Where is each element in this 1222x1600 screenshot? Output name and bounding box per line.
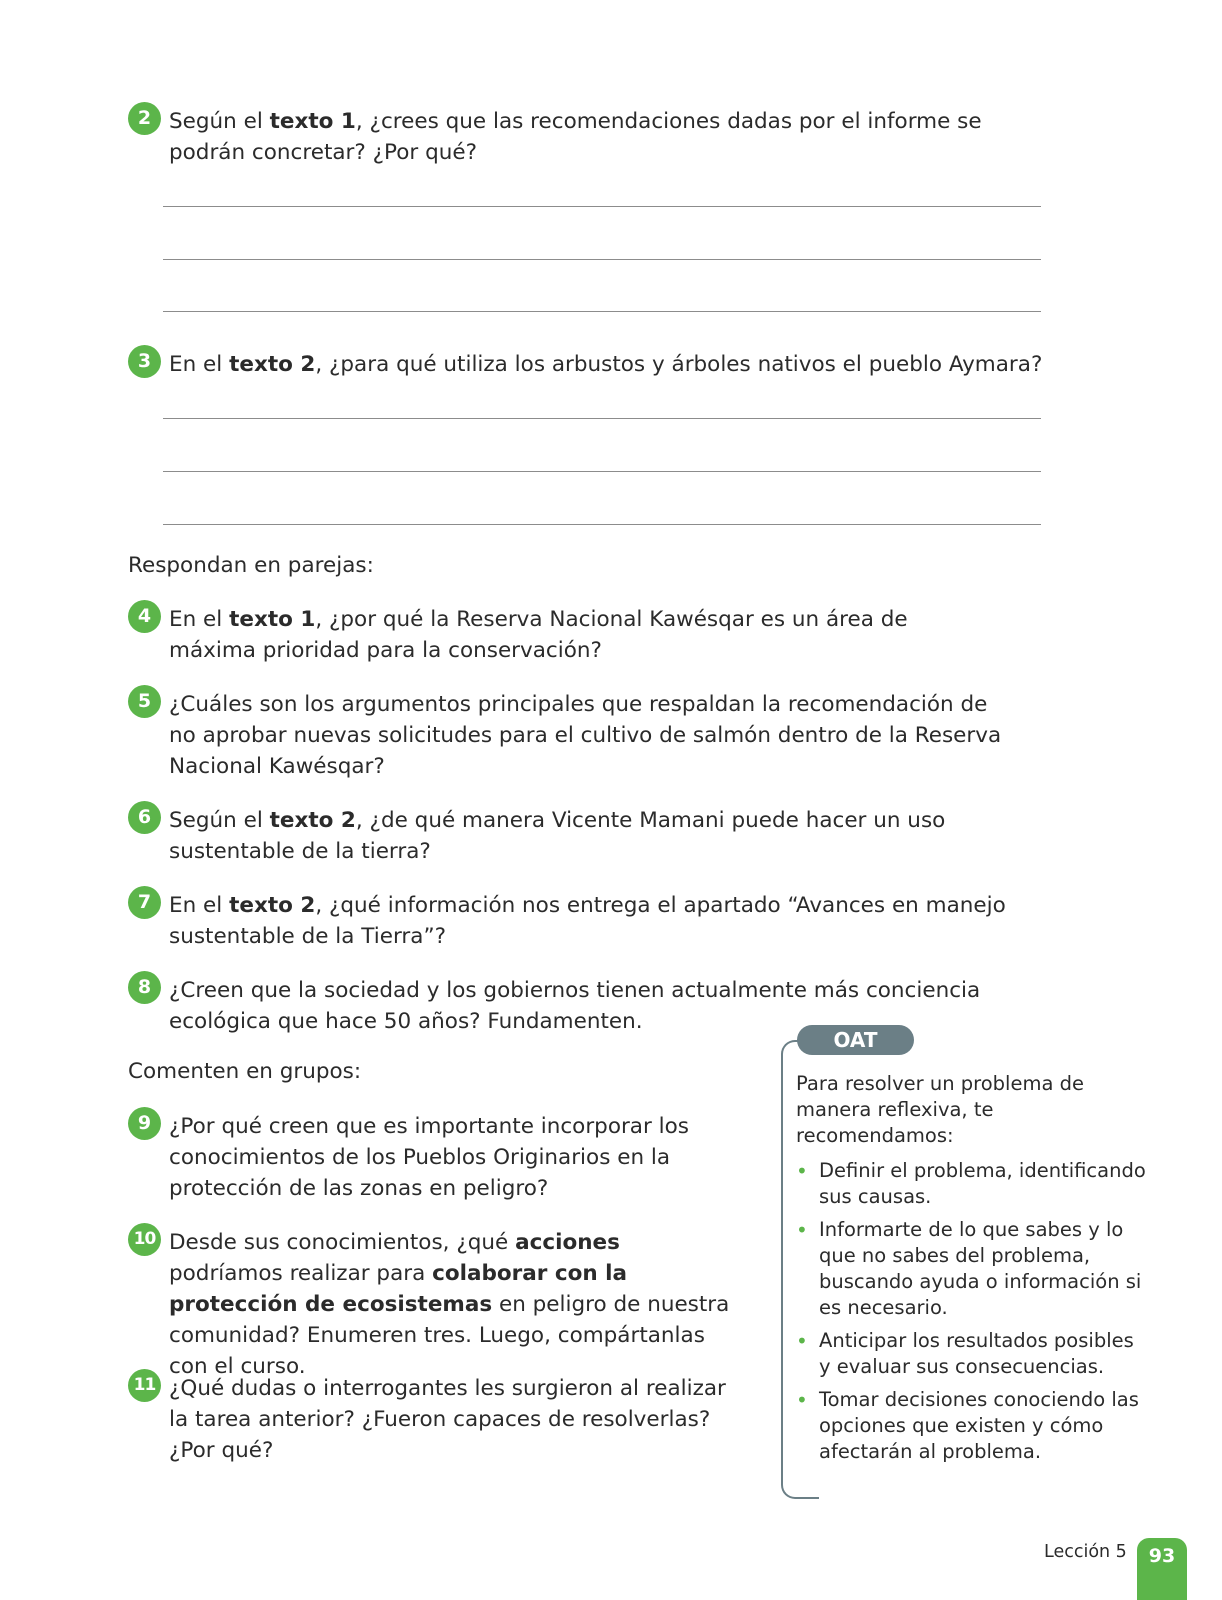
bullet-icon: • xyxy=(796,1218,808,1242)
section-label-groups: Comenten en grupos: xyxy=(128,1059,362,1084)
question-text: ¿Creen que la sociedad y los gobiernos tienen actualmente más conciencia ecológica que hace 50 años? Fundamenten. xyxy=(169,978,981,1034)
answer-line[interactable] xyxy=(163,311,1041,312)
question-number-badge: 4 xyxy=(128,600,161,633)
bullet-icon: • xyxy=(796,1159,808,1183)
question-text: ¿Por qué creen que es importante incorporar los conocimientos de los Pueblos Originarios en la protección de las zonas en peligro? xyxy=(169,1114,689,1201)
question-text: En el texto 1, ¿por qué la Reserva Nacional Kawésqar es un área de máxima prioridad para la conservación? xyxy=(169,607,908,663)
question-5 xyxy=(128,689,1008,782)
bullet-icon: • xyxy=(796,1329,808,1353)
question-4 xyxy=(128,604,998,666)
question-text: Según el texto 2, ¿de qué manera Vicente Mamani puede hacer un uso sustentable de la tierra? xyxy=(169,808,946,864)
question-number-badge: 7 xyxy=(128,886,161,919)
oat-badge: OAT xyxy=(797,1025,914,1055)
question-text: Desde sus conocimientos, ¿qué acciones podríamos realizar para colaborar con la protección de ecosistemas en peligro de nuestra comunidad? Enumeren tres. Luego, compártanlas con el curso. xyxy=(169,1230,730,1379)
question-number-badge: 3 xyxy=(128,345,161,378)
question-text: En el texto 2, ¿qué información nos entrega el apartado “Avances en manejo sustentable de la Tierra”? xyxy=(169,893,1006,949)
question-2 xyxy=(128,106,1058,168)
question-number-badge: 11 xyxy=(128,1369,161,1402)
answer-line[interactable] xyxy=(163,418,1041,419)
answer-line[interactable] xyxy=(163,471,1041,472)
question-3 xyxy=(128,349,1058,380)
oat-list-item: • Anticipar los resultados posibles y evaluar sus consecuencias. xyxy=(796,1329,1134,1378)
question-text: ¿Cuáles son los argumentos principales que respaldan la recomendación de no aprobar nuevas solicitudes para el cultivo de salmón dentro de la Reserva Nacional Kawésqar? xyxy=(169,692,1002,779)
question-11 xyxy=(128,1373,728,1466)
question-7 xyxy=(128,890,1008,952)
question-text: Según el texto 1, ¿crees que las recomendaciones dadas por el informe se podrán concretar? ¿Por qué? xyxy=(169,109,982,165)
question-number-badge: 5 xyxy=(128,685,161,718)
question-text: ¿Qué dudas o interrogantes les surgieron al realizar la tarea anterior? ¿Fueron capaces de resolverlas? ¿Por qué? xyxy=(169,1376,726,1463)
question-text: En el texto 2, ¿para qué utiliza los arbustos y árboles nativos el pueblo Aymara? xyxy=(169,352,1043,377)
oat-list-item: • Tomar decisiones conociendo las opciones que existen y cómo afectarán al problema. xyxy=(796,1388,1139,1463)
section-label-pairs: Respondan en parejas: xyxy=(128,553,374,578)
question-number-badge: 8 xyxy=(128,971,161,1004)
question-number-badge: 2 xyxy=(128,102,161,135)
question-number-badge: 10 xyxy=(128,1223,161,1256)
question-number-badge: 6 xyxy=(128,801,161,834)
bullet-icon: • xyxy=(796,1388,808,1412)
answer-line[interactable] xyxy=(163,206,1041,207)
answer-line[interactable] xyxy=(163,259,1041,260)
oat-intro: Para resolver un problema de manera reflexiva, te recomendamos: xyxy=(796,1072,1084,1147)
question-number-badge: 9 xyxy=(128,1107,161,1140)
oat-list-item: • Definir el problema, identificando sus causas. xyxy=(796,1159,1146,1208)
question-10 xyxy=(128,1227,733,1382)
lesson-label: Lección 5 xyxy=(1044,1542,1127,1562)
question-6 xyxy=(128,805,948,867)
oat-list-item: • Informarte de lo que sabes y lo que no sabes del problema, buscando ayuda o información si es necesario. xyxy=(796,1218,1142,1319)
page-number: 93 xyxy=(1137,1538,1187,1600)
question-9 xyxy=(128,1111,728,1204)
oat-list xyxy=(796,1158,1151,1472)
answer-line[interactable] xyxy=(163,524,1041,525)
